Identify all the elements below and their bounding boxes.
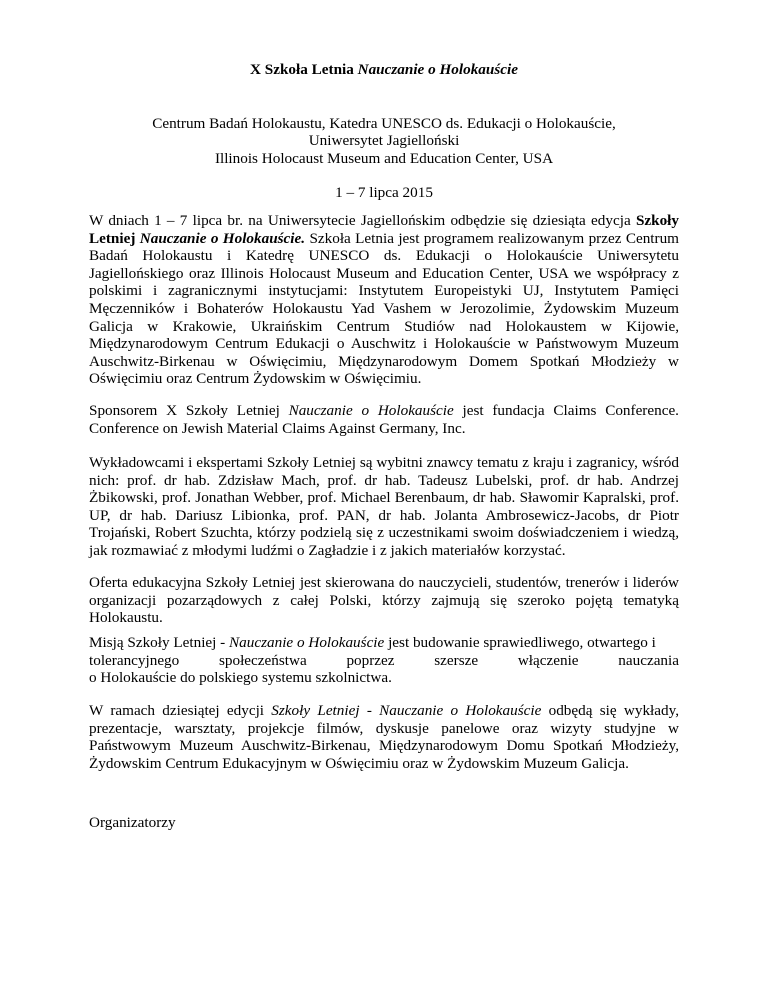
intro-text-a: W dniach 1 – 7 lipca br. na Uniwersytecie Jagiellońskim odbędzie się dziesiąta edycja xyxy=(89,212,636,229)
paragraph-lecturers: Wykładowcami i ekspertami Szkoły Letniej są wybitni znawcy tematu z kraju i zagranicy, wśród nich: prof. dr hab. Zdzisław Mach, prof. dr hab. Tadeusz Lubelski, prof. dr hab. Andrzej Żbikowski, prof. Jonathan Webber, prof. Michael Berenbaum, dr hab. Sławomir Kapralski, prof. UP, dr hab. Dariusz Libionka, prof. PAN, dr hab. Jolanta Ambrosewicz-Jacobs, dr Piotr Trojański, Robert Szuchta, którzy podzielą się z uczestnikami swoim doświadczeniem i wiedzą, jak rozmawiać z młodymi ludźmi o Zagładzie i z jakich materiałów korzystać. xyxy=(89,454,679,559)
paragraph-sponsor xyxy=(89,402,679,437)
paragraph-intro xyxy=(89,212,679,388)
paragraph-program xyxy=(89,702,679,772)
header-line-1: Centrum Badań Holokaustu, Katedra UNESCO ds. Edukacji o Holokauście, xyxy=(152,115,616,132)
title-prefix: X Szkoła Letnia xyxy=(250,61,358,78)
paragraph-mission xyxy=(89,634,679,687)
sponsor-text-a: Sponsorem X Szkoły Letniej xyxy=(89,402,289,419)
organizers-label: Organizatorzy xyxy=(89,814,176,831)
sponsor-italic: Nauczanie o Holokauście xyxy=(288,402,454,419)
mission-line-3: o Holokauście do polskiego systemu szkolnictwa. xyxy=(89,669,392,687)
program-italic: Szkoły Letniej - Nauczanie o Holokauście xyxy=(271,702,542,719)
program-text-a: W ramach dziesiątej edycji xyxy=(89,702,272,719)
mission-line-1 xyxy=(89,634,679,652)
header-line-2: Uniwersytet Jagielloński xyxy=(308,132,460,149)
program-text-b: odbędą się wykłady, prezentacje, warsztaty, projekcje filmów, dyskusje panelowe oraz wizyty studyjne w Państwowym Muzeum Auschwitz-Birkenau, Międzynarodowym Domu Spotkań Młodzieży, Żydowskim Centrum Edukacyjnym w Oświęcimiu oraz w Żydowskim Muzeum Galicja. xyxy=(89,702,679,772)
title-italic: Nauczanie o Holokauście xyxy=(357,61,518,78)
header-dates: 1 – 7 lipca 2015 xyxy=(335,184,433,201)
mission-text-a: Misją Szkoły Letniej - xyxy=(89,634,230,651)
mission-line-2: tolerancyjnego społeczeństwa poprzez szersze włączenie nauczania xyxy=(89,651,679,669)
paragraph-offer: Oferta edukacyjna Szkoły Letniej jest skierowana do nauczycieli, studentów, trenerów i liderów organizacji pozarządowych z całej Polski, którzy zajmują się szeroko pojętą tematyką Holokaustu. xyxy=(89,574,679,627)
mission-text-b: jest budowanie sprawiedliwego, otwartego i xyxy=(384,634,656,651)
document-title xyxy=(0,61,768,79)
intro-text-b: Szkoła Letnia jest programem realizowanym przez Centrum Badań Holokaustu i Katedrę UNESCO ds. Edukacji o Holokauście Uniwersytetu Jagiellońskiego oraz Illinois Holocaust Museum and Education Center, USA we współpracy z polskimi i zagranicznymi instytucjami: Instytutem Europeistyki UJ, Instytutem Pamięci Męczenników i Bohaterów Holokaustu Yad Vashem w Jerozolimie, Żydowskim Muzeum Galicja w Krakowie, Ukraińskim Centrum Studiów nad Holokaustem w Kijowie, Międzynarodowym Centrum Edukacji o Auschwitz i Holokauście w Państwowym Muzeum Auschwitz-Birkenau w Oświęcimiu, Międzynarodowym Domem Spotkań Młodzieży w Oświęcimiu oraz Centrum Żydowskim w Oświęcimiu. xyxy=(89,229,679,388)
header-line-3: Illinois Holocaust Museum and Education Center, USA xyxy=(214,150,554,167)
sponsor-text-b: jest fundacja Claims Conference. Conference on Jewish Material Claims Against Germany, Inc. xyxy=(89,402,679,437)
intro-bold-italic: Nauczanie o Holokauście. xyxy=(139,229,306,247)
mission-italic: Nauczanie o Holokauście xyxy=(229,634,385,651)
intro-bold: Szkoły Letniej xyxy=(89,212,679,247)
